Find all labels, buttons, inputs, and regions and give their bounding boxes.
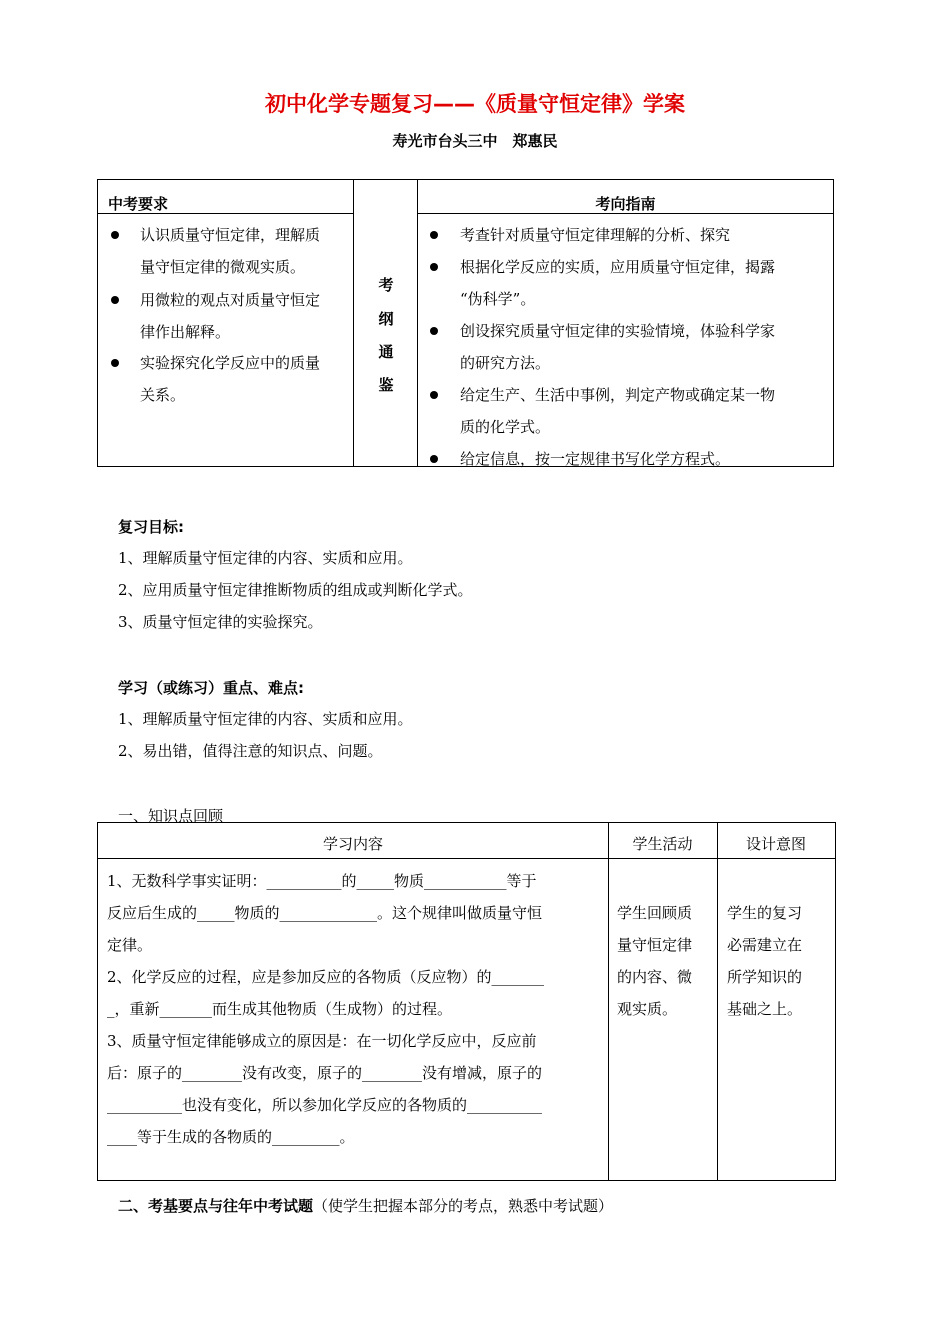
requirement-item: 用微粒的观点对质量守恒定 律作出解释。 [140, 291, 321, 341]
bullet-icon [430, 391, 438, 399]
review-goal-item: 1、理解质量守恒定律的内容、实质和应用。 [118, 549, 413, 567]
knowledge-review-label: 一、知识点回顾 [118, 807, 224, 825]
activity-header: 学生活动 [632, 835, 693, 853]
outline-char: 考 [378, 276, 394, 294]
student-activity-cell: 学生回顾质 量守恒定律 的内容、微 观实质。 [617, 904, 693, 1018]
content-line: 定律。 [107, 936, 153, 954]
content-line: ____等于生成的各物质的_________。 [107, 1128, 355, 1146]
outline-char: 鉴 [378, 376, 394, 394]
requirements-header: 中考要求 [108, 195, 169, 213]
guide-item: 给定信息，按一定规律书写化学方程式。 [460, 450, 731, 468]
requirements-column [98, 180, 354, 466]
guide-item: 考查针对质量守恒定律理解的分析、探究 [460, 226, 731, 244]
exam-table [97, 179, 834, 467]
guide-item: 根据化学反应的实质，应用质量守恒定律，揭露 “伪科学”。 [460, 258, 776, 308]
review-goal-item: 3、质量守恒定律的实验探究。 [118, 613, 323, 631]
content-line: 反应后生成的_____物质的_____________。这个规律叫做质量守恒 [107, 904, 543, 922]
content-line: 1、无数科学事实证明：__________的_____物质___________等于 [107, 872, 537, 890]
page-title: 初中化学专题复习——《质量守恒定律》学案 [265, 92, 685, 116]
guide-item: 创设探究质量守恒定律的实验情境，体验科学家 的研究方法。 [460, 322, 776, 372]
content-header: 学习内容 [322, 835, 383, 853]
content-line: _，重新_______而生成其他物质（生成物）的过程。 [107, 1000, 453, 1018]
outline-column [354, 180, 418, 466]
author-line: 寿光市台头三中 郑惠民 [392, 132, 558, 150]
review-goals-title: 复习目标: [118, 518, 184, 536]
guide-header: 考向指南 [595, 195, 656, 213]
intent-header: 设计意图 [745, 835, 806, 853]
content-line: 2、化学反应的过程，应是参加反应的各物质（反应物）的_______ [107, 968, 545, 986]
bullet-icon [111, 231, 119, 239]
content-line: __________也没有变化，所以参加化学反应的各物质的__________ [107, 1096, 543, 1114]
bullet-icon [430, 231, 438, 239]
key-point-item: 1、理解质量守恒定律的内容、实质和应用。 [118, 710, 413, 728]
guide-column [418, 180, 833, 466]
bullet-icon [111, 296, 119, 304]
requirement-item: 实验探究化学反应中的质量 关系。 [140, 354, 321, 404]
section2-heading: 二、考基要点与往年中考试题（使学生把握本部分的考点，熟悉中考试题） [118, 1197, 614, 1215]
bullet-icon [430, 455, 438, 463]
bullet-icon [111, 359, 119, 367]
key-point-item: 2、易出错，值得注意的知识点、问题。 [118, 742, 383, 760]
guide-item: 给定生产、生活中事例，判定产物或确定某一物 质的化学式。 [460, 386, 776, 436]
knowledge-table [97, 822, 836, 1181]
bullet-icon [430, 327, 438, 335]
review-goal-item: 2、应用质量守恒定律推断物质的组成或判断化学式。 [118, 581, 473, 599]
content-line: 后：原子的________没有改变，原子的________没有增减，原子的 [107, 1064, 543, 1082]
requirement-item: 认识质量守恒定律，理解质 量守恒定律的微观实质。 [140, 226, 321, 276]
design-intent-cell: 学生的复习 必需建立在 所学知识的 基础之上。 [727, 904, 803, 1018]
bullet-icon [430, 263, 438, 271]
outline-char: 纲 [378, 310, 394, 328]
content-line: 3、质量守恒定律能够成立的原因是：在一切化学反应中，反应前 [107, 1032, 537, 1050]
outline-char: 通 [378, 343, 394, 361]
key-points-title: 学习（或练习）重点、难点: [118, 679, 304, 697]
